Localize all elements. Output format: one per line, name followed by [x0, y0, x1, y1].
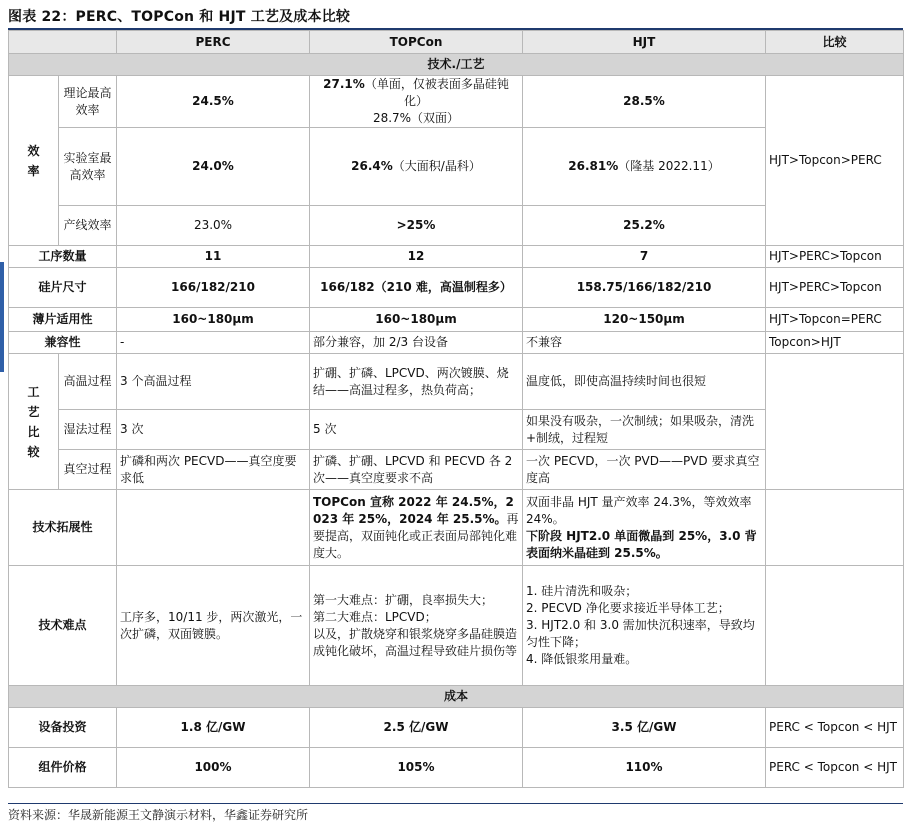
table-row: [9, 308, 904, 332]
process-count-perc: 11: [117, 246, 310, 268]
thin-wafer-perc: 160~180μm: [117, 308, 310, 332]
header-empty-cell: [9, 31, 117, 54]
section-tech-row: [9, 54, 904, 76]
hjt-difficulty-3: 3. HJT2.0 和 3.0 需加快沉积速率，导致均匀性下降；: [526, 618, 755, 649]
header-topcon: TOPCon: [310, 31, 523, 54]
process-count-label: 工序数量: [9, 246, 117, 268]
lab-topcon: [310, 128, 523, 206]
module-price-compare: PERC < Topcon < HJT: [766, 748, 904, 788]
side-accent-bar: [0, 262, 4, 372]
line-topcon: >25%: [310, 206, 523, 246]
theory-topcon-note: （单面，仅被表面多晶硅钝化）: [364, 77, 509, 108]
vacuum-topcon: 扩磷、扩硼、LPCVD 和 PECVD 各 2 次——真空度要求不高: [310, 450, 523, 490]
table-row: [9, 708, 904, 748]
tech-difficulty-compare: [766, 566, 904, 686]
wet-perc: 3 次: [117, 410, 310, 450]
section-cost-row: [9, 686, 904, 708]
tech-difficulty-label: 技术难点: [9, 566, 117, 686]
equipment-hjt: 3.5 亿/GW: [523, 708, 766, 748]
lab-label: 实验室最高效率: [59, 128, 117, 206]
theory-topcon: [310, 76, 523, 128]
module-price-perc: 100%: [117, 748, 310, 788]
tech-expand-topcon: [310, 490, 523, 566]
compatibility-perc: -: [117, 332, 310, 354]
topcon-difficulty-2: 第二大难点：LPCVD；: [313, 609, 437, 624]
section-tech-label: 技术./工艺: [9, 54, 904, 76]
theory-perc: 24.5%: [117, 76, 310, 128]
figure-title: 图表 22：PERC、TOPCon 和 HJT 工艺及成本比较: [8, 9, 351, 25]
tech-difficulty-topcon: [310, 566, 523, 686]
table-row: [9, 246, 904, 268]
compatibility-hjt: 不兼容: [523, 332, 766, 354]
thin-wafer-hjt: 120~150μm: [523, 308, 766, 332]
line-hjt: 25.2%: [523, 206, 766, 246]
wafer-size-topcon-value: 166/182: [320, 280, 375, 294]
hjt-difficulty-1: 1. 硅片清洗和吸杂；: [526, 584, 638, 598]
vacuum-perc: 扩磷和两次 PECVD——真空度要求低: [117, 450, 310, 490]
theory-topcon-value: 27.1%: [323, 77, 365, 91]
tech-expand-perc: [117, 490, 310, 566]
efficiency-compare: HJT>Topcon>PERC: [766, 76, 904, 246]
lab-topcon-note: （大面积/晶科）: [392, 159, 481, 173]
process-group-label: [9, 354, 59, 490]
process-count-compare: HJT>PERC>Topcon: [766, 246, 904, 268]
hjt-difficulty-2: 2. PECVD 净化要求接近半导体工艺；: [526, 601, 730, 615]
source-rule: [8, 803, 903, 804]
equipment-topcon: 2.5 亿/GW: [310, 708, 523, 748]
theory-hjt: 28.5%: [523, 76, 766, 128]
source-note: 资料来源：华晟新能源王文静演示材料，华鑫证券研究所: [8, 808, 309, 822]
line-label: 产线效率: [59, 206, 117, 246]
lab-topcon-value: 26.4%: [351, 159, 393, 173]
thin-wafer-topcon: 160~180μm: [310, 308, 523, 332]
thin-wafer-label: 薄片适用性: [9, 308, 117, 332]
theory-label: 理论最高效率: [59, 76, 117, 128]
table-row: [9, 748, 904, 788]
vacuum-hjt: 一次 PECVD，一次 PVD——PVD 要求真空度高: [523, 450, 766, 490]
tech-expand-hjt-next: 下阶段 HJT2.0 单面微晶到 25%，3.0 背表面纳米晶硅到 25.5%。: [526, 528, 757, 560]
compatibility-label: 兼容性: [9, 332, 117, 354]
module-price-hjt: 110%: [523, 748, 766, 788]
high-temp-perc: 3 个高温过程: [117, 354, 310, 410]
header-hjt: HJT: [523, 31, 766, 54]
topcon-difficulty-1: 第一大难点：扩硼，良率损失大；: [313, 592, 494, 607]
table-row: [9, 268, 904, 308]
line-perc: 23.0%: [117, 206, 310, 246]
module-price-topcon: 105%: [310, 748, 523, 788]
table-row: [9, 490, 904, 566]
hjt-difficulty-4: 4. 降低银浆用量难。: [526, 652, 638, 666]
wafer-size-hjt: 158.75/166/182/210: [523, 268, 766, 308]
table-header-row: [9, 31, 904, 54]
wet-hjt: 如果没有吸杂，一次制绒；如果吸杂，清洗+制绒，过程短: [523, 410, 766, 450]
topcon-difficulty-3: 以及，扩散烧穿和银浆烧穿多晶硅膜造成钝化破坏，高温过程导致硅片损伤等: [313, 626, 518, 658]
process-count-topcon: 12: [310, 246, 523, 268]
lab-hjt: [523, 128, 766, 206]
equipment-perc: 1.8 亿/GW: [117, 708, 310, 748]
header-perc: PERC: [117, 31, 310, 54]
vacuum-label: 真空过程: [59, 450, 117, 490]
tech-expand-compare: [766, 490, 904, 566]
high-temp-topcon: 扩硼、扩磷、LPCVD、两次镀膜、烧结——高温过程多，热负荷高；: [310, 354, 523, 410]
tech-expand-label: 技术拓展性: [9, 490, 117, 566]
thin-wafer-compare: HJT>Topcon=PERC: [766, 308, 904, 332]
module-price-label: 组件价格: [9, 748, 117, 788]
wet-topcon: 5 次: [310, 410, 523, 450]
table-row: [9, 332, 904, 354]
tech-expand-topcon-claim: TOPCon 宣称 2022 年 24.5%，2023 年 25%，2024 年 25.5%。: [313, 494, 514, 526]
tech-difficulty-hjt: [523, 566, 766, 686]
equipment-label: 设备投资: [9, 708, 117, 748]
tech-expand-hjt: [523, 490, 766, 566]
wafer-size-perc: 166/182/210: [117, 268, 310, 308]
compatibility-topcon: 部分兼容，加 2/3 台设备: [310, 332, 523, 354]
lab-perc: 24.0%: [117, 128, 310, 206]
comparison-table: [8, 30, 904, 788]
tech-expand-topcon-note: 再要提高，双面钝化或正表面局部钝化难度大。: [313, 511, 519, 560]
high-temp-hjt: 温度低，即使高温持续时间也很短: [523, 354, 766, 410]
wafer-size-label: 硅片尺寸: [9, 268, 117, 308]
process-compare-empty: [766, 354, 904, 490]
wafer-size-topcon-note: （210 难，高温制程多）: [374, 280, 512, 294]
tech-difficulty-perc: 工序多，10/11 步，两次激光，一次扩磷，双面镀膜。: [117, 566, 310, 686]
efficiency-group-text: 效率: [27, 143, 40, 178]
equipment-compare: PERC < Topcon < HJT: [766, 708, 904, 748]
high-temp-label: 高温过程: [59, 354, 117, 410]
process-group-text: 工艺比较: [27, 384, 40, 459]
wafer-size-topcon: [310, 268, 523, 308]
header-compare: 比较: [766, 31, 904, 54]
efficiency-group-label: [9, 76, 59, 246]
table-row: [9, 354, 904, 410]
theory-topcon-bifacial: 28.7%（双面）: [372, 111, 460, 125]
compatibility-compare: Topcon>HJT: [766, 332, 904, 354]
table-row: [9, 76, 904, 128]
wet-label: 湿法过程: [59, 410, 117, 450]
wafer-size-compare: HJT>PERC>Topcon: [766, 268, 904, 308]
process-count-hjt: 7: [523, 246, 766, 268]
section-cost-label: 成本: [9, 686, 904, 708]
lab-hjt-value: 26.81%: [568, 159, 619, 173]
table-row: [9, 566, 904, 686]
lab-hjt-note: （隆基 2022.11）: [618, 159, 720, 173]
tech-expand-hjt-current: 双面非晶 HJT 量产效率 24.3%，等效效率 24%。: [526, 494, 752, 526]
